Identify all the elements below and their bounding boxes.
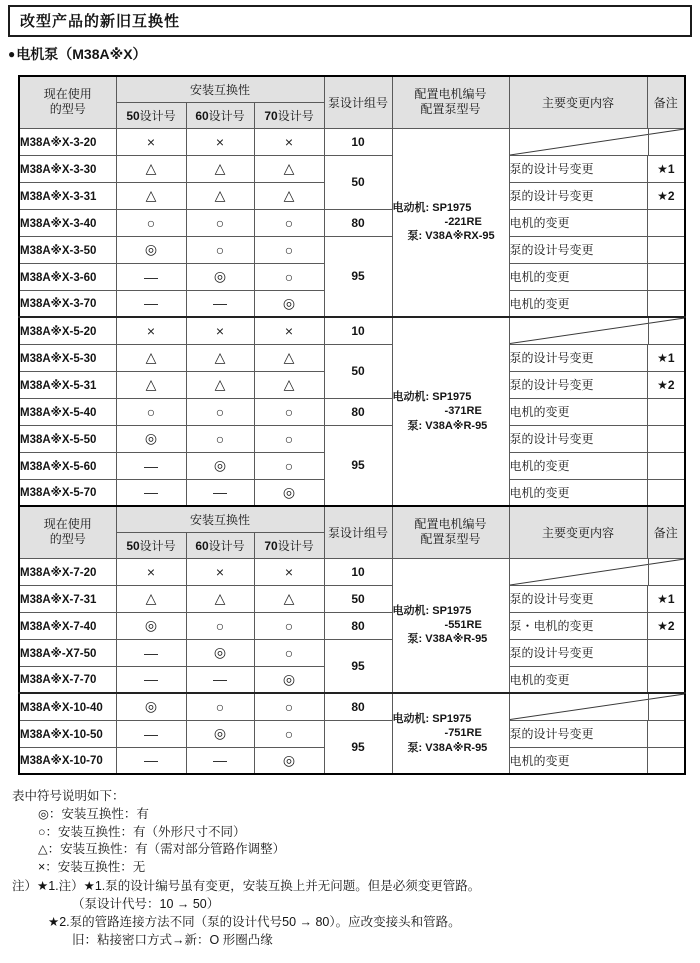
design-label: 设计号 [277, 538, 314, 553]
pump-design-group-cell: 95 [324, 639, 392, 693]
design-number: 70 [264, 538, 278, 553]
compat-mark-x: × [186, 317, 254, 344]
pump-design-group-cell: 10 [324, 558, 392, 585]
model-cell: M38A※X-7-31 [19, 585, 116, 612]
compat-mark-x: × [116, 558, 186, 585]
model-cell: M38A※X-3-30 [19, 155, 116, 182]
change-cell: 泵的设计号变更 [509, 182, 647, 209]
remark-cell [647, 452, 685, 479]
pump-design-group-cell: 80 [324, 398, 392, 425]
change-cell: 泵的设计号变更 [509, 155, 647, 182]
header-pump-design-group: 泵设计组号 [324, 506, 392, 558]
compat-mark-cir: ○ [254, 398, 324, 425]
change-cell: 泵的设计号变更 [509, 720, 647, 747]
remark-column-divider [648, 129, 649, 155]
header-install-compat: 安装互换性 [116, 76, 324, 102]
compat-mark-cir: ○ [254, 612, 324, 639]
compat-mark-cir: ○ [254, 425, 324, 452]
config-cell [392, 558, 509, 693]
design-label: 设计号 [277, 108, 314, 123]
compat-mark-cir: ○ [186, 612, 254, 639]
remark-cell: ★1 [647, 155, 685, 182]
compat-mark-cir: ○ [186, 209, 254, 236]
config-motor-line: 电动机: SP1975 [392, 201, 472, 214]
pump-design-group-cell: 95 [324, 720, 392, 774]
design-label: 设计号 [139, 538, 176, 553]
compat-mark-x: × [254, 317, 324, 344]
change-cell: 电机的变更 [509, 747, 647, 774]
remark-column-divider [648, 318, 649, 344]
change-cell: 泵的设计号变更 [509, 371, 647, 398]
compat-mark-dash: — [116, 666, 186, 693]
compat-mark-cir: ○ [254, 236, 324, 263]
compat-table-1 [18, 75, 686, 507]
header-config-line2: 配置泵型号 [420, 532, 481, 547]
legend-item: ×：安装互换性：无 [38, 860, 146, 874]
diagonal-slash [510, 559, 685, 585]
model-cell: M38A※X-3-60 [19, 263, 116, 290]
table-row [19, 128, 685, 155]
change-cell: 泵的设计号变更 [509, 639, 647, 666]
table-row [19, 209, 685, 236]
compat-mark-tri: △ [254, 182, 324, 209]
compat-mark-tri: △ [254, 344, 324, 371]
pump-design-group-cell: 50 [324, 344, 392, 398]
slash-cell [509, 317, 685, 344]
table-row [19, 720, 685, 747]
page-title: 改型产品的新旧互换性 [8, 5, 692, 37]
header-main-change: 主要变更内容 [509, 76, 647, 128]
config-motor-suffix: -371RE [444, 405, 482, 418]
diagonal-slash [510, 318, 685, 344]
config-cell [392, 693, 509, 774]
compat-mark-dash: — [186, 747, 254, 774]
pump-design-group-cell: 95 [324, 425, 392, 506]
table-header-row [19, 506, 685, 532]
table-row [19, 155, 685, 182]
model-cell: M38A※X-10-40 [19, 693, 116, 720]
compat-mark-cir: ○ [254, 693, 324, 720]
remark-cell [647, 425, 685, 452]
footnotes [8, 877, 692, 950]
model-cell: M38A※X-7-20 [19, 558, 116, 585]
model-cell: M38A※X-3-70 [19, 290, 116, 317]
footnote-line: （泵设计代号：10 → 50） [72, 896, 220, 911]
change-cell: 电机的变更 [509, 263, 647, 290]
header-pump-design-group: 泵设计组号 [324, 76, 392, 128]
bullet-icon: ● [8, 47, 16, 61]
pump-design-group-cell: 10 [324, 128, 392, 155]
compat-mark-dbl: ◎ [186, 263, 254, 290]
section-heading [8, 44, 692, 64]
compat-mark-cir: ○ [116, 209, 186, 236]
compat-mark-dash: — [116, 263, 186, 290]
header-design-50 [116, 102, 186, 128]
remark-cell [647, 398, 685, 425]
remark-cell: ★2 [647, 371, 685, 398]
slash-cell [509, 693, 685, 720]
pump-design-group-cell: 10 [324, 317, 392, 344]
header-current-model-label: 现在使用的型号 [43, 517, 92, 547]
table-row [19, 612, 685, 639]
compat-mark-tri: △ [186, 585, 254, 612]
config-motor-suffix: -551RE [444, 619, 482, 632]
design-number: 70 [264, 108, 278, 123]
config-cell [392, 317, 509, 506]
model-cell: M38A※X-5-20 [19, 317, 116, 344]
footnote-line: 旧：粘接密口方式→新：O 形圈凸缘 [72, 933, 273, 948]
remark-cell [647, 236, 685, 263]
change-cell: 泵・电机的变更 [509, 612, 647, 639]
compat-mark-tri: △ [254, 155, 324, 182]
design-number: 50 [126, 108, 140, 123]
remark-cell [647, 479, 685, 506]
change-cell: 泵的设计号变更 [509, 585, 647, 612]
compat-mark-x: × [254, 128, 324, 155]
compat-mark-tri: △ [186, 371, 254, 398]
remark-cell [647, 263, 685, 290]
pump-design-group-cell: 95 [324, 236, 392, 317]
config-motor-line: 电动机: SP1975 [392, 391, 472, 404]
slash-cell [509, 558, 685, 585]
header-config [392, 506, 509, 558]
compat-mark-dash: — [186, 479, 254, 506]
compat-mark-cir: ○ [254, 209, 324, 236]
config-cell [392, 128, 509, 317]
pump-design-group-cell: 80 [324, 693, 392, 720]
change-cell: 泵的设计号变更 [509, 344, 647, 371]
compat-mark-x: × [186, 128, 254, 155]
compat-mark-tri: △ [186, 344, 254, 371]
model-cell: M38A※X-3-31 [19, 182, 116, 209]
table-row [19, 693, 685, 720]
footnote-line: 注）★1.注）★1.泵的设计编号虽有变更，安装互换上并无问题。但是必须变更管路。 [12, 878, 481, 893]
model-cell: M38A※X-5-70 [19, 479, 116, 506]
compat-mark-tri: △ [186, 155, 254, 182]
change-cell: 泵的设计号变更 [509, 236, 647, 263]
table-row [19, 639, 685, 666]
change-cell: 电机的变更 [509, 290, 647, 317]
config-motor-line: 电动机: SP1975 [392, 604, 472, 617]
header-remark: 备注 [647, 76, 685, 128]
compat-mark-x: × [116, 317, 186, 344]
pump-design-group-cell: 50 [324, 155, 392, 209]
remark-cell [647, 666, 685, 693]
header-design-60 [186, 102, 254, 128]
footnote-line: ★2.泵的管路连接方法不同（泵的设计代号50 → 80）。应改变接头和管路。 [48, 915, 461, 929]
remark-cell [647, 209, 685, 236]
compat-mark-dbl: ◎ [254, 290, 324, 317]
compat-table-2 [18, 505, 686, 775]
config-pump-line: 泵: V38A※R-95 [407, 633, 488, 646]
design-label: 设计号 [208, 538, 245, 553]
compat-mark-dbl: ◎ [254, 747, 324, 774]
header-config-line1: 配置电机编号 [414, 516, 487, 531]
model-cell: M38A※X-5-60 [19, 452, 116, 479]
compat-mark-cir: ○ [254, 720, 324, 747]
design-label: 设计号 [208, 108, 245, 123]
legend-item: ○：安装互换性：有（外形尺寸不同） [38, 824, 246, 839]
compat-mark-cir: ○ [186, 236, 254, 263]
compat-mark-tri: △ [116, 344, 186, 371]
compat-mark-dash: — [116, 639, 186, 666]
remark-cell [647, 747, 685, 774]
compat-mark-cir: ○ [116, 398, 186, 425]
remark-cell [647, 290, 685, 317]
table-row [19, 344, 685, 371]
change-cell: 泵的设计号变更 [509, 425, 647, 452]
table-header-row [19, 76, 685, 102]
compat-mark-dash: — [116, 452, 186, 479]
table-row [19, 236, 685, 263]
header-config-line2: 配置泵型号 [420, 102, 481, 117]
compat-mark-tri: △ [186, 182, 254, 209]
compat-mark-tri: △ [116, 155, 186, 182]
model-cell: M38A※X-7-70 [19, 666, 116, 693]
compat-mark-dash: — [116, 747, 186, 774]
design-number: 60 [195, 108, 209, 123]
remark-cell: ★1 [647, 585, 685, 612]
remark-cell [647, 720, 685, 747]
table-row [19, 398, 685, 425]
design-label: 设计号 [139, 108, 176, 123]
change-cell: 电机的变更 [509, 398, 647, 425]
design-number: 50 [126, 538, 140, 553]
compat-mark-tri: △ [254, 585, 324, 612]
model-cell: M38A※X-5-31 [19, 371, 116, 398]
model-cell: M38A※X-10-70 [19, 747, 116, 774]
header-current-model-label: 现在使用的型号 [43, 87, 92, 117]
legend-item: ◎：安装互换性：有 [38, 806, 149, 821]
header-design-70 [254, 532, 324, 558]
compat-mark-cir: ○ [254, 639, 324, 666]
symbol-legend [12, 788, 692, 877]
compat-mark-dbl: ◎ [116, 236, 186, 263]
compat-mark-dash: — [116, 720, 186, 747]
remark-cell: ★1 [647, 344, 685, 371]
model-cell: M38A※X-5-40 [19, 398, 116, 425]
model-cell: M38A※X-5-50 [19, 425, 116, 452]
model-cell: M38A※X-3-40 [19, 209, 116, 236]
header-current-model [19, 76, 116, 128]
compat-mark-tri: △ [116, 585, 186, 612]
diagonal-slash [510, 129, 685, 155]
section-heading-label: 电机泵（M38A※X） [16, 46, 147, 62]
compat-mark-dbl: ◎ [254, 666, 324, 693]
config-pump-line: 泵: V38A※R-95 [407, 741, 488, 754]
header-current-model [19, 506, 116, 558]
remark-cell: ★2 [647, 612, 685, 639]
pump-design-group-cell: 50 [324, 585, 392, 612]
config-pump-line: 泵: V38A※RX-95 [407, 230, 495, 243]
compat-tables-container [18, 75, 692, 775]
header-design-50 [116, 532, 186, 558]
change-cell: 电机的变更 [509, 452, 647, 479]
header-config-line1: 配置电机编号 [414, 86, 487, 101]
header-main-change: 主要变更内容 [509, 506, 647, 558]
model-cell: M38A※X-3-50 [19, 236, 116, 263]
config-pump-line: 泵: V38A※R-95 [407, 419, 488, 432]
compat-mark-tri: △ [116, 182, 186, 209]
header-design-70 [254, 102, 324, 128]
config-motor-line: 电动机: SP1975 [392, 713, 472, 726]
change-cell: 电机的变更 [509, 479, 647, 506]
change-cell: 电机的变更 [509, 209, 647, 236]
compat-mark-dbl: ◎ [186, 452, 254, 479]
compat-mark-cir: ○ [254, 263, 324, 290]
compat-mark-cir: ○ [186, 425, 254, 452]
config-motor-suffix: -221RE [444, 216, 482, 229]
table-row [19, 558, 685, 585]
compat-mark-dbl: ◎ [186, 720, 254, 747]
pump-design-group-cell: 80 [324, 612, 392, 639]
design-number: 60 [195, 538, 209, 553]
compat-mark-dbl: ◎ [116, 693, 186, 720]
header-remark: 备注 [647, 506, 685, 558]
compat-mark-dbl: ◎ [254, 479, 324, 506]
compat-mark-dash: — [186, 290, 254, 317]
legend-item: △：安装互换性：有（需对部分管路作调整） [38, 842, 286, 857]
compat-mark-dash: — [116, 290, 186, 317]
remark-column-divider [648, 694, 649, 720]
compat-mark-cir: ○ [186, 693, 254, 720]
header-install-compat: 安装互换性 [116, 506, 324, 532]
header-design-60 [186, 532, 254, 558]
pump-design-group-cell: 80 [324, 209, 392, 236]
compat-mark-dbl: ◎ [116, 612, 186, 639]
compat-mark-dbl: ◎ [186, 639, 254, 666]
remark-cell [647, 639, 685, 666]
remark-cell: ★2 [647, 182, 685, 209]
compat-mark-dash: — [116, 479, 186, 506]
table-row [19, 585, 685, 612]
compat-mark-tri: △ [116, 371, 186, 398]
diagonal-slash [510, 694, 685, 720]
header-config [392, 76, 509, 128]
model-cell: M38A※-X7-50 [19, 639, 116, 666]
compat-mark-x: × [254, 558, 324, 585]
slash-cell [509, 128, 685, 155]
model-cell: M38A※X-10-50 [19, 720, 116, 747]
model-cell: M38A※X-5-30 [19, 344, 116, 371]
change-cell: 电机的变更 [509, 666, 647, 693]
compat-mark-cir: ○ [254, 452, 324, 479]
compat-mark-dash: — [186, 666, 254, 693]
compat-mark-dbl: ◎ [116, 425, 186, 452]
model-cell: M38A※X-7-40 [19, 612, 116, 639]
compat-mark-x: × [116, 128, 186, 155]
table-row [19, 425, 685, 452]
compat-mark-x: × [186, 558, 254, 585]
compat-mark-cir: ○ [186, 398, 254, 425]
table-row [19, 317, 685, 344]
remark-column-divider [648, 559, 649, 585]
model-cell: M38A※X-3-20 [19, 128, 116, 155]
compat-mark-tri: △ [254, 371, 324, 398]
legend-intro: 表中符号说明如下： [12, 789, 125, 803]
config-motor-suffix: -751RE [444, 727, 482, 740]
